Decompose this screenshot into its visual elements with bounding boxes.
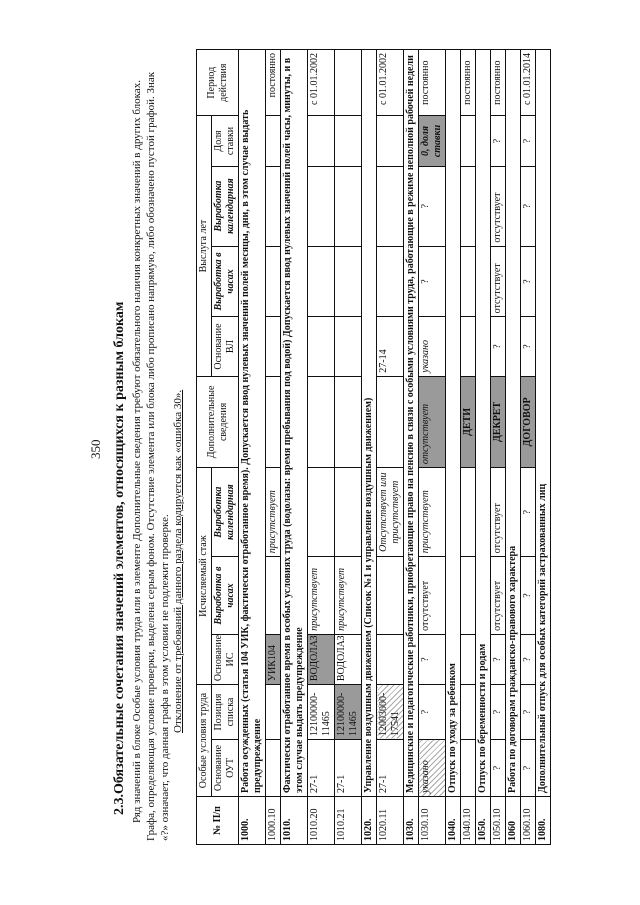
section-title: Медицинские и педагогические работники, приобретающие право на пенсию в связи с особыми условиями труда, работающие в режиме неполной рабочей недели	[404, 50, 419, 797]
cell-calendar: Отсутствует или присутствует	[377, 468, 404, 557]
cell-period: постоянно	[266, 50, 281, 116]
cell-ous: ?	[521, 739, 536, 796]
cell-calendar	[308, 468, 335, 557]
cell-is-basis: ?	[491, 634, 506, 684]
col-hours-header: Выработка в часах	[212, 557, 239, 635]
cell-ous: 27-1	[308, 739, 335, 796]
col-vl-hours-header: Выработка в часах	[212, 246, 239, 317]
cell-calendar	[461, 468, 476, 557]
col-ous-header: Основание ОУТ	[212, 739, 239, 796]
section-title: Дополнительный отпуск для особых категорий застрахованных лиц	[536, 50, 551, 797]
section-row	[476, 50, 491, 845]
cell-vl-basis	[461, 317, 476, 376]
col-stazh-header: Исчисляемый стаж	[197, 468, 212, 685]
cell-calendar: отсутствует	[491, 468, 506, 557]
cell-period: постоянно	[461, 50, 476, 116]
row-number: 1050.	[476, 797, 491, 845]
table-row	[377, 50, 404, 845]
cell-period	[335, 50, 362, 116]
cell-extra	[377, 376, 404, 467]
rules-table	[196, 49, 551, 845]
table-row	[335, 50, 362, 845]
col-vysluga-header: Выслуга лет	[197, 116, 212, 376]
col-vl-basis-header: Основание ВЛ	[212, 317, 239, 376]
section-title: Работа осужденных (статья 104 УИК, фактически отработанное время). Допускается ввод нулевых значений полей месяцы, дни, в этом случае выдать предупреждение	[239, 50, 266, 797]
cell-vl-hours: ?	[521, 246, 536, 317]
table-row	[521, 50, 536, 845]
cell-is-basis: ВОДОЛАЗ	[308, 634, 335, 684]
section-row	[362, 50, 377, 845]
cell-calendar: ?	[521, 468, 536, 557]
cell-pos	[266, 685, 281, 740]
section-title: Отпуск по уходу за ребенком	[446, 50, 461, 797]
cell-ous	[266, 739, 281, 796]
cell-vl-basis	[308, 317, 335, 376]
cell-share	[335, 116, 362, 166]
deviation-note: Отклонение от требований данного раздела кодируется как «ошибка 30».	[172, 389, 184, 733]
row-number: 1040.	[446, 797, 461, 845]
cell-extra: ДЕКРЕТ	[491, 376, 506, 467]
cell-hours: присутствует	[335, 557, 362, 635]
intro-text	[130, 61, 172, 841]
cell-vl-basis: 27-14	[377, 317, 404, 376]
cell-share	[377, 116, 404, 166]
cell-share	[266, 116, 281, 166]
section-row	[239, 50, 266, 845]
cell-ous: 27-1	[377, 739, 404, 796]
cell-vl-hours	[377, 246, 404, 317]
cell-extra	[335, 376, 362, 467]
cell-vl-calendar	[308, 166, 335, 246]
cell-vl-hours	[335, 246, 362, 317]
section-row	[404, 50, 419, 845]
row-number: 1010.	[281, 797, 308, 845]
cell-share	[308, 116, 335, 166]
col-pos-header: Позиция списка	[212, 685, 239, 740]
row-number: 1050.10	[491, 797, 506, 845]
cell-vl-calendar	[461, 166, 476, 246]
cell-ous: ?	[491, 739, 506, 796]
table-row	[461, 50, 476, 845]
section-title: Отпуск по беременности и родам	[476, 50, 491, 797]
section-row	[506, 50, 521, 845]
cell-extra	[308, 376, 335, 467]
cell-extra: ДОГОВОР	[521, 376, 536, 467]
cell-hours: присутствует	[308, 557, 335, 635]
cell-calendar: присутствует	[266, 468, 281, 557]
table-row	[419, 50, 446, 845]
cell-ous	[461, 739, 476, 796]
cell-period: с 01.01.2002	[377, 50, 404, 116]
cell-calendar: присутствует	[419, 468, 446, 557]
cell-period: с 01.01.2014	[521, 50, 536, 116]
cell-share: ?	[521, 116, 536, 166]
row-number: 1080.	[536, 797, 551, 845]
row-number: 1010.21	[335, 797, 362, 845]
cell-is-basis: УИК104	[266, 634, 281, 684]
cell-period: постоянно	[419, 50, 446, 116]
section-title: Управление воздушным движением (Список №1 и управление воздушным движением)	[362, 50, 377, 797]
cell-calendar	[335, 468, 362, 557]
row-number: 1040.10	[461, 797, 476, 845]
col-num-header: № П/п	[197, 797, 239, 845]
intro-paragraph: Ряд значений в блоке Особые условия труда или в элементе Дополнительные сведения требуют обязательного наличия конкретных значений в других блоках. Графа, определяющая условие проверки, выделена серым фоном. Отсутствие элемента или блока либо прописано напрямую, либо обозначено пустой графой. Знак «?» означает, что данная графа в этом условии не подлежит проверке.	[131, 71, 171, 841]
cell-share	[461, 116, 476, 166]
header-row-1	[197, 50, 212, 845]
row-number: 1000.10	[266, 797, 281, 845]
cell-hours	[377, 557, 404, 635]
cell-share: ?	[491, 116, 506, 166]
col-calendar-header: Выработка календарная	[212, 468, 239, 557]
col-vl-calendar-header: Выработка календарная	[212, 166, 239, 246]
cell-extra: ДЕТИ	[461, 376, 476, 467]
page-number: 350	[88, 439, 103, 459]
cell-vl-hours	[266, 246, 281, 317]
table-row	[308, 50, 335, 845]
cell-vl-hours: отсутствует	[491, 246, 506, 317]
cell-vl-calendar	[335, 166, 362, 246]
cell-is-basis: ВОДОЛАЗ	[335, 634, 362, 684]
section-heading: 2.3.Обязательные сочетания значений элементов, относящихся к разным блокам	[112, 301, 127, 815]
cell-hours: отсутствует	[419, 557, 446, 635]
col-is-basis-header: Основание ИС	[212, 634, 239, 684]
cell-vl-hours	[461, 246, 476, 317]
cell-hours	[266, 557, 281, 635]
cell-extra	[266, 376, 281, 467]
cell-vl-calendar	[266, 166, 281, 246]
row-number: 1060.10	[521, 797, 536, 845]
cell-pos: ?	[521, 685, 536, 740]
cell-vl-basis	[335, 317, 362, 376]
cell-extra: отсутствует	[419, 376, 446, 467]
cell-is-basis	[461, 634, 476, 684]
cell-pos: 12100000-11465	[335, 685, 362, 740]
cell-hours: отсутствует	[491, 557, 506, 635]
cell-hours: ?	[521, 557, 536, 635]
section-row	[446, 50, 461, 845]
section-row	[536, 50, 551, 845]
cell-period: с 01.01.2002	[308, 50, 335, 116]
row-number: 1030.	[404, 797, 419, 845]
cell-vl-calendar: ?	[521, 166, 536, 246]
cell-pos	[461, 685, 476, 740]
cell-vl-basis	[266, 317, 281, 376]
col-share-header: Доля ставки	[212, 116, 239, 166]
row-number: 1060	[506, 797, 521, 845]
cell-vl-calendar: отсутствует	[491, 166, 506, 246]
section-title: Работа по договорам гражданско-правового характера	[506, 50, 521, 797]
cell-share: 0, доля ставки	[419, 116, 446, 166]
cell-is-basis: ?	[521, 634, 536, 684]
row-number: 1020.	[362, 797, 377, 845]
cell-vl-hours	[308, 246, 335, 317]
cell-period: постоянно	[491, 50, 506, 116]
cell-is-basis	[377, 634, 404, 684]
cell-vl-basis: ?	[521, 317, 536, 376]
cell-vl-basis: указано	[419, 317, 446, 376]
cell-vl-calendar	[377, 166, 404, 246]
cell-vl-hours: ?	[419, 246, 446, 317]
row-number: 1000.	[239, 797, 266, 845]
table-row	[266, 50, 281, 845]
row-number: 1020.11	[377, 797, 404, 845]
cell-vl-calendar: ?	[419, 166, 446, 246]
cell-pos: 12003000-17541	[377, 685, 404, 740]
table-row	[491, 50, 506, 845]
col-period-header: Период действия	[197, 50, 239, 116]
cell-vl-basis: ?	[491, 317, 506, 376]
col-extra-header: Дополнительные сведения	[197, 376, 239, 467]
section-row	[281, 50, 308, 845]
row-number: 1030.10	[419, 797, 446, 845]
cell-hours	[461, 557, 476, 635]
cell-pos: ?	[419, 685, 446, 740]
cell-pos: 12100000-11465	[308, 685, 335, 740]
col-special-header: Особые условия труда	[197, 685, 212, 797]
row-number: 1010.20	[308, 797, 335, 845]
section-title: Фактически отработанное время в особых условиях труда (водолазы: время пребывания под водой) Допускается ввод нулевых значений полей часы, минуты, и в этом случае выдать предупреждение	[281, 50, 308, 797]
cell-ous: указано	[419, 739, 446, 796]
cell-pos: ?	[491, 685, 506, 740]
cell-is-basis: ?	[419, 634, 446, 684]
cell-ous: 27-1	[335, 739, 362, 796]
